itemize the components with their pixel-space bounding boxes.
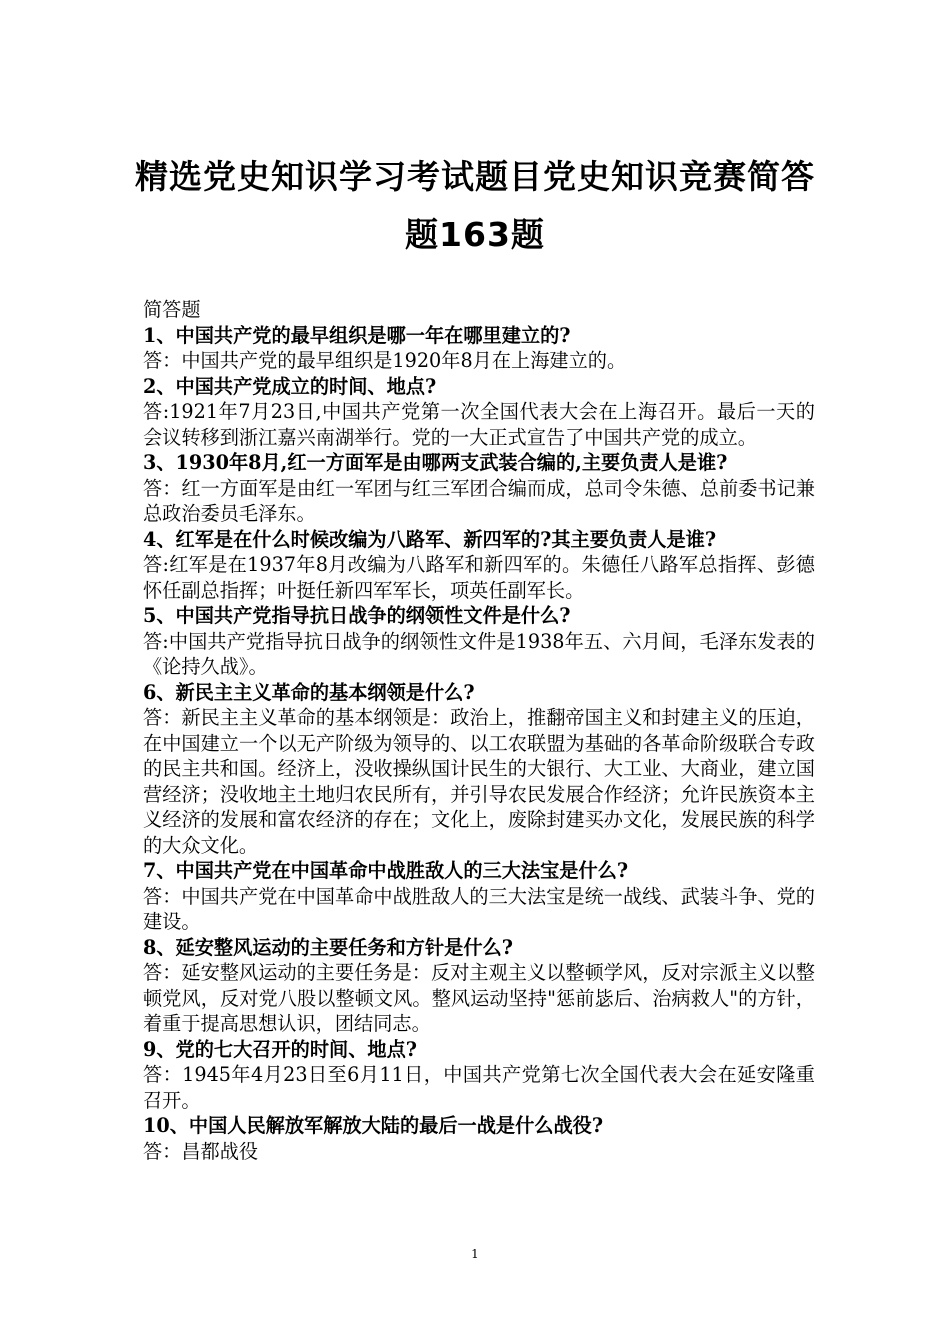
title-line-1: 精选党史知识学习考试题目党史知识竞赛简答 — [135, 157, 815, 196]
qa-item — [143, 1037, 815, 1114]
answer: 答:中国共产党指导抗日战争的纲领性文件是1938年五、六月间，毛泽东发表的《论持久战》。 — [143, 629, 815, 678]
qa-item — [143, 527, 815, 604]
question: 9、党的七大召开的时间、地点? — [143, 1037, 418, 1061]
answer: 答：新民主主义革命的基本纲领是：政治上，推翻帝国主义和封建主义的压迫，在中国建立一个以无产阶级为领导的、以工农联盟为基础的各革命阶级联合专政的民主共和国。经济上，没收操纵国计民生的大银行、大工业、大商业，建立国营经济；没收地主土地归农民所有，并引导农民发展合作经济；允许民族资本主义经济的发展和富农经济的存在；文化上，废除封建买办文化，发展民族的科学的大众文化。 — [143, 706, 815, 857]
section-label: 简答题 — [143, 298, 201, 321]
qa-item — [143, 374, 815, 451]
question: 4、红军是在什么时候改编为八路军、新四军的?其主要负责人是谁? — [143, 527, 717, 551]
document-title — [110, 148, 840, 264]
qa-item — [143, 858, 815, 935]
answer: 答:红军是在1937年8月改编为八路军和新四军的。朱德任八路军总指挥、彭德怀任副总指挥；叶挺任新四军军长，项英任副军长。 — [143, 553, 815, 602]
answer: 答：1945年4月23日至6月11日，中国共产党第七次全国代表大会在延安隆重召开。 — [143, 1063, 815, 1112]
answer: 答：延安整风运动的主要任务是：反对主观主义以整顿学风，反对宗派主义以整顿党风，反对党八股以整顿文风。整风运动坚持"惩前毖后、治病救人"的方针，着重于提高思想认识，团结同志。 — [143, 961, 815, 1035]
question: 2、中国共产党成立的时间、地点? — [143, 374, 437, 398]
qa-item — [143, 1113, 815, 1164]
answer: 答：红一方面军是由红一军团与红三军团合编而成，总司令朱德、总前委书记兼总政治委员毛泽东。 — [143, 476, 815, 525]
answer: 答:1921年7月23日,中国共产党第一次全国代表大会在上海召开。最后一天的会议转移到浙江嘉兴南湖举行。党的一大正式宣告了中国共产党的成立。 — [143, 400, 815, 449]
qa-item — [143, 935, 815, 1037]
question: 8、延安整风运动的主要任务和方针是什么? — [143, 935, 513, 959]
qa-item — [143, 603, 815, 680]
question: 1、中国共产党的最早组织是哪一年在哪里建立的? — [143, 323, 571, 347]
question: 6、新民主主义革命的基本纲领是什么? — [143, 680, 475, 704]
question: 3、1930年8月,红一方面军是由哪两支武装合编的,主要负责人是谁? — [143, 451, 728, 474]
document-body — [143, 297, 815, 1164]
answer: 答：昌都战役 — [143, 1139, 259, 1163]
page-number: 1 — [471, 1247, 479, 1261]
answer: 答：中国共产党在中国革命中战胜敌人的三大法宝是统一战线、武装斗争、党的建设。 — [143, 884, 815, 933]
qa-item — [143, 323, 815, 374]
question: 5、中国共产党指导抗日战争的纲领性文件是什么? — [143, 604, 571, 627]
question: 10、中国人民解放军解放大陆的最后一战是什么战役? — [143, 1114, 604, 1137]
answer: 答：中国共产党的最早组织是1920年8月在上海建立的。 — [143, 349, 627, 372]
qa-item — [143, 680, 815, 859]
question: 7、中国共产党在中国革命中战胜敌人的三大法宝是什么? — [143, 859, 629, 882]
title-line-2: 题163题 — [405, 215, 545, 254]
qa-item — [143, 450, 815, 527]
